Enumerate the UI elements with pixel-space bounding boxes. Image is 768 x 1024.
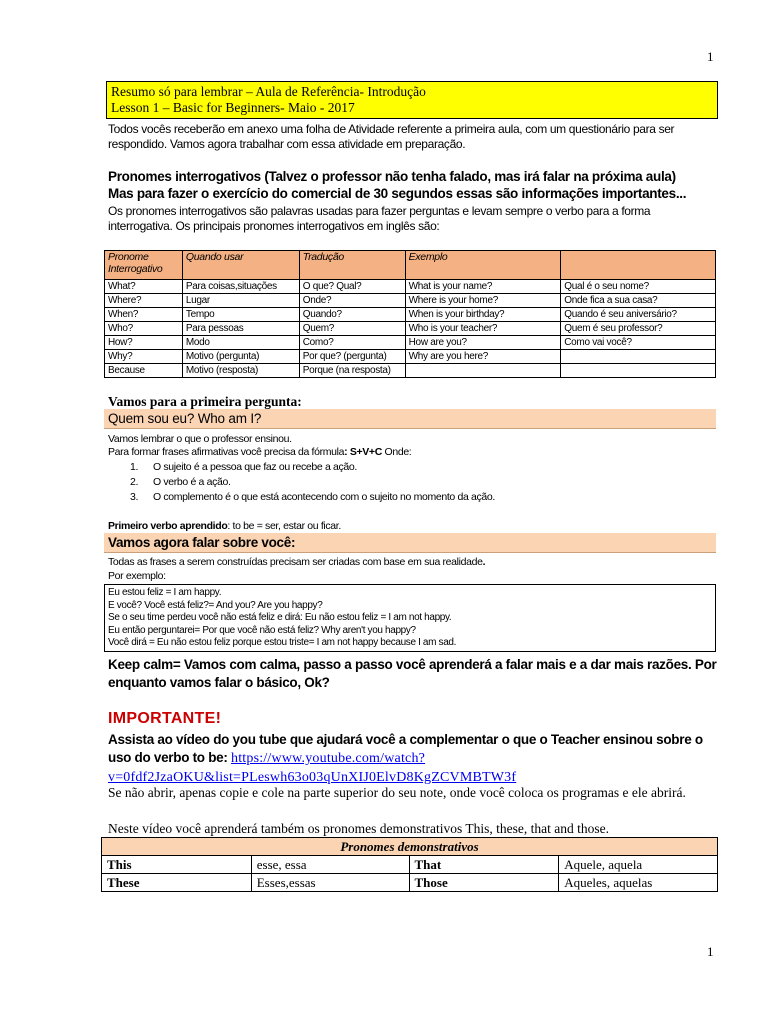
table-cell: How are you? <box>405 336 561 350</box>
table-cell: What is your name? <box>405 280 561 294</box>
example-line: Você dirá = Eu não estou feliz porque estou triste= I am not happy because I am sad. <box>108 637 457 649</box>
page-number-top: 1 <box>707 49 714 64</box>
table-cell: Para pessoas <box>182 322 299 336</box>
table-cell: Onde? <box>299 294 405 308</box>
primeiro-verbo-rest: : to be = ser, estar ou ficar. <box>227 520 341 532</box>
primeiro-verbo-line <box>108 520 341 532</box>
table-header-row <box>105 251 716 280</box>
table-cell: Motivo (resposta) <box>182 364 299 378</box>
table-cell: esse, essa <box>251 856 409 874</box>
table-cell: When is your birthday? <box>405 308 561 322</box>
table-cell: Porque (na resposta) <box>299 364 405 378</box>
demo-table-title: Pronomes demonstrativos <box>102 838 718 856</box>
table-cell: Onde fica a sua casa? <box>561 294 716 308</box>
nao-abrir-paragraph: Se não abrir, apenas copie e cole na parte superior do seu note, onde você coloca os programas e ele abrirá. <box>108 785 686 800</box>
por-exemplo: Por exemplo: <box>108 570 166 582</box>
title-line-1: Resumo só para lembrar – Aula de Referência- Introdução <box>111 84 426 99</box>
table-cell: Lugar <box>182 294 299 308</box>
table-row <box>105 322 716 336</box>
table-cell <box>561 364 716 378</box>
table-cell: Aquele, aquela <box>559 856 718 874</box>
list-item: 2. O verbo é a ação. <box>130 476 231 488</box>
frases-line: Todas as frases a serem construídas precisam ser criadas com base em sua realidade. <box>108 556 486 568</box>
col-header <box>561 251 716 280</box>
table-cell: Quem é seu professor? <box>561 322 716 336</box>
title-line-2: Lesson 1 – Basic for Beginners- Maio - 2017 <box>111 100 355 115</box>
primeira-pergunta-heading: Vamos para a primeira pergunta: <box>108 394 302 409</box>
table-cell: Quando? <box>299 308 405 322</box>
table-cell: Who is your teacher? <box>405 322 561 336</box>
table-cell: What? <box>105 280 183 294</box>
table-cell: Because <box>105 364 183 378</box>
table-cell: Para coisas,situações <box>182 280 299 294</box>
examples-box <box>104 584 716 652</box>
interrogative-pronouns-table <box>104 250 716 378</box>
assista-paragraph: Assista ao vídeo do you tube que ajudará você a complementar o que o Teacher ensinou sobre o uso do verbo to be: https://www.youtube.com/watch? v=0fdf2JzaOKU&list=PLeswh63o03qUnXIJ0ElvD8KgZCVMBTW3f <box>108 732 703 785</box>
table-cell: Por que? (pergunta) <box>299 350 405 364</box>
col-header: Pronome Interrogativo <box>105 251 183 280</box>
who-am-i-bar <box>104 409 716 429</box>
table-cell: This <box>102 856 252 874</box>
example-line: Eu então perguntarei= Por que você não está feliz? Why aren't you happy? <box>108 624 416 636</box>
example-line: Eu estou feliz = I am happy. <box>108 587 222 598</box>
table-cell: O que? Qual? <box>299 280 405 294</box>
list-item: 1. O sujeito é a pessoa que faz ou recebe a ação. <box>130 461 357 473</box>
table-cell: Tempo <box>182 308 299 322</box>
pronomes-heading-1: Pronomes interrogativos (Talvez o professor não tenha falado, mas irá falar na próxima aula) <box>108 169 676 184</box>
page-number-bottom: 1 <box>707 944 714 959</box>
intro-paragraph: Todos vocês receberão em anexo uma folha de Atividade referente a primeira aula, com um questionário para ser respondido. Vamos agora trabalhar com essa atividade em preparação. <box>108 122 675 151</box>
table-title-row <box>102 838 718 856</box>
pronomes-heading-2: Mas para fazer o exercício do comercial de 30 segundos essas são informações importantes... <box>108 186 687 201</box>
formula-prefix: Para formar frases afirmativas você precisa da fórmula <box>108 446 345 458</box>
primeiro-verbo-label: Primeiro verbo aprendido <box>108 520 228 532</box>
col-header: Exemplo <box>405 251 561 280</box>
who-am-i-text: Quem sou eu? Who am I? <box>108 411 262 426</box>
table-cell: How? <box>105 336 183 350</box>
col-header: Quando usar <box>182 251 299 280</box>
example-line: E você? Você está feliz?= And you? Are you happy? <box>108 599 323 611</box>
table-cell <box>561 350 716 364</box>
table-cell: These <box>102 874 252 892</box>
neste-video-paragraph: Neste vídeo você aprenderá também os pronomes demonstrativos This, these, that and those. <box>108 821 609 836</box>
demonstrative-pronouns-table <box>101 837 718 892</box>
table-row <box>102 874 718 892</box>
table-cell: Como vai você? <box>561 336 716 350</box>
col-header: Tradução <box>299 251 405 280</box>
table-cell: Who? <box>105 322 183 336</box>
table-row <box>105 350 716 364</box>
table-cell: Those <box>409 874 559 892</box>
formula-suffix: Onde: <box>381 446 412 458</box>
example-line: Se o seu time perdeu você não está feliz e dirá: Eu não estou feliz = I am not happy. <box>108 612 452 624</box>
formula-line <box>108 446 411 458</box>
table-cell: Aqueles, aquelas <box>559 874 718 892</box>
keep-calm-paragraph: Keep calm= Vamos com calma, passo a passo você aprenderá a falar mais e a dar mais razões. Por enquanto vamos falar o básico, Ok? <box>108 657 717 690</box>
table-cell: Where is your home? <box>405 294 561 308</box>
table-cell: When? <box>105 308 183 322</box>
youtube-link[interactable]: https://www.youtube.com/watch? v=0fdf2JzaOKU&list=PLeswh63o03qUnXIJ0ElvD8KgZCVMBTW3f <box>108 751 517 785</box>
table-cell: Why are you here? <box>405 350 561 364</box>
table-cell: Why? <box>105 350 183 364</box>
table-cell <box>405 364 561 378</box>
table-cell: That <box>409 856 559 874</box>
importante-heading: IMPORTANTE! <box>108 710 222 727</box>
table-row <box>102 856 718 874</box>
table-row <box>105 280 716 294</box>
table-cell: Quando é seu aniversário? <box>561 308 716 322</box>
lembrar-text: Vamos lembrar o que o professor ensinou. <box>108 433 292 445</box>
table-cell: Qual é o seu nome? <box>561 280 716 294</box>
table-row <box>105 308 716 322</box>
table-row <box>105 336 716 350</box>
formula: : S+V+C <box>344 446 382 458</box>
table-cell: Modo <box>182 336 299 350</box>
table-row <box>105 364 716 378</box>
table-cell: Where? <box>105 294 183 308</box>
table-cell: Como? <box>299 336 405 350</box>
falar-sobre-voce-bar <box>104 533 716 553</box>
pronomes-description: Os pronomes interrogativos são palavras usadas para fazer perguntas e levam sempre o verbo para a forma interrogativa. Os principais pronomes interrogativos em inglês são: <box>108 204 651 233</box>
formula-steps <box>130 461 690 506</box>
falar-sobre-voce-text: Vamos agora falar sobre você: <box>108 535 296 550</box>
table-row <box>105 294 716 308</box>
title-box <box>106 81 718 119</box>
table-cell: Quem? <box>299 322 405 336</box>
table-cell: Esses,essas <box>251 874 409 892</box>
table-cell: Motivo (pergunta) <box>182 350 299 364</box>
list-item: 3. O complemento é o que está acontecendo com o sujeito no momento da ação. <box>130 491 495 503</box>
